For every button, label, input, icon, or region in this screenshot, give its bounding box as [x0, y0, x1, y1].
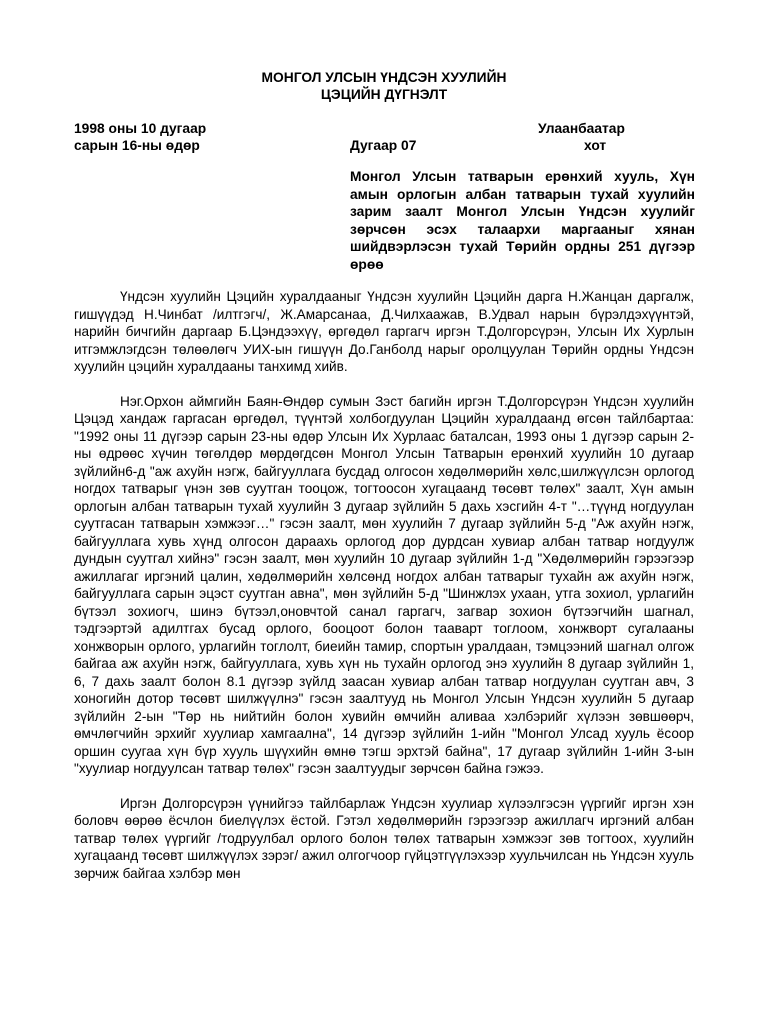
decision-place	[538, 120, 658, 154]
decision-date	[74, 120, 206, 154]
decision-subject: Монгол Улсын татварын ерөнхий хууль, Хүн амын орлогын албан татварын тухай хуулийн зарим заалт Монгол Улсын Үндсэн хуулийг зөрчсөн эсэх талаархи маргааныг хянан шийдвэрлэсэн тухай Төрийн ордны 251 дүгээр өрөө	[350, 169, 695, 272]
body-paragraph-1: Үндсэн хуулийн Цэцийн хуралдааныг Үндсэн хуулийн Цэцийн дарга Н.Жанцан даргалж, гишүүдэд Н.Чинбат /илтгэгч/, Ж.Амарсанаа, Д.Чилхаажав, В.Удвал нарын бүрэлдэхүүнтэй, нарийн бичгийн даргаар Б.Цэндээхүү, өргөдөл гаргагч иргэн Т.Долгорсүрэн, Улсын Их Хурлын итгэмжлэгдсэн төлөөлөгч УИХ-ын гишүүн До.Ганболд нарыг оролцуулан Төрийн ордны Үндсэн хуулийн цэцийн хуралдааны танхимд хийв.	[74, 289, 694, 374]
body-paragraph-3: Иргэн Долгорсүрэн үүнийгээ тайлбарлаж Үндсэн хуулиар хүлээлгэсэн үүргийг иргэн хэн боловч өөрөө ёсчлон биелүүлэх ёстой. Гэтэл хөдөлмөрийн гэрээгээр ажиллагч иргэний албан татвар төлөх үүргийг /тодруулбал орлого болон төлөх татварын хэмжээг зөв тогтоох, хуулийн хугацаанд төсөвт шилжүүлэх зэрэг/ ажил олгогчоор гүйцэтгүүлэхээр хуульчилсан нь Үндсэн хууль зөрчиж байгаа хэлбэр мөн	[74, 795, 694, 881]
document-title	[0, 69, 768, 103]
title-line-1: МОНГОЛ УЛСЫН ҮНДСЭН ХУУЛИЙН	[261, 70, 507, 85]
date-line-1: 1998 оны 10 дугаар	[74, 121, 207, 136]
date-line-2: сарын 16-ны өдөр	[74, 138, 200, 153]
title-line-2: ЦЭЦИЙН ДҮГНЭЛТ	[320, 87, 448, 102]
decision-number: Дугаар 07	[350, 138, 417, 153]
body-paragraph-2: Нэг.Орхон аймгийн Баян-Өндөр сумын Зэст багийн иргэн Т.Долгорсүрэн Үндсэн хуулийн Цэцэд хандаж гаргасан өргөдөл, түүнтэй холбогдуулан Цэцийн хуралдаанд өгсөн тайлбартаа: "1992 оны 11 дүгээр сарын 23-ны өдөр Улсын Их Хурлаас баталсан, 1993 оны 1 дүгээр сарын 2-ны өдрөөс хүчин төгөлдөр мөрдөгдсөн Монгол Улсын Татварын ерөнхий хуулийн 10 дугаар зүйлийн6-д "аж ахуйн нэгж, байгууллага бусдад олгосон хөдөлмөрийн хөлс,шилжүүлсэн орлогод ногдох татварыг үнэн зөв суутган тооцож, тогтоосон хугацаанд төсөвт төлөх" заалт, Хүн амын орлогын албан татварын тухай хуулийн 3 дугаар зүйлийн 5 дахь хэсгийн 4-т "…түүнд ногдуулан суутгасан татварын хэмжээг…" гэсэн заалт, мөн хуулийн 7 дугаар зүйлийн 5-д "Аж ахуйн нэгж, байгууллага хувь хүнд олгосон дараахь орлогод дор дурдсан хувиар албан татвар ногдуулж дундын суутгал хийнэ" гэсэн заалт, мөн хуулийн 10 дугаар зүйлийн 1-д "Хөдөлмөрийн гэрээгээр ажиллагаг иргэний цалин, хөдөлмөрийн хөлсөнд ногдох албан татварыг тухайн аж ахуйн нэгж, байгууллага сарын эцэст суутган авна", мөн зүйлийн 5-д "Шинжлэх ухаан, утга зохиол, урлагийн бүтээл зохиогч, шинэ бүтээл,оновчтой санал гаргагч, загвар зохион бүтээгчийн шагнал, тэдгээртэй адилтгах бусад орлого, бооцоот болон тааварт тоглоом, хонжворт сугалааны хонжворын орлого, урлагийн тоглолт, биеийн тамир, спортын уралдаан, тэмцээний шагнал олгож байгаа аж ахуйн нэгж, байгууллага, хувь хүн нь тухайн орлогод энэ хуулийн 8 дугаар зүйлийн 1, 6, 7 дахь заалт болон 8.1 дүгээр зүйлд заасан хувиар албан татвар ногдуулан суутган авч, 3 хоногийн дотор төсөвт шилжүүлнэ" гэсэн заалтууд нь Монгол Улсын Үндсэн хуулийн 5 дугаар зүйлийн 2-ын "Төр нь нийтийн болон хувийн өмчийн аливаа хэлбэрийг хүлээн зөвшөөрч, өмчлөгчийн эрхийг хуулиар хамгаална", 14 дүгээр зүйлийн 1-ийн "Монгол Улсад хууль ёсоор оршин суугаа хүн бүр хууль шүүхийн өмнө тэгш эрхтэй байна", 17 дугаар зүйлийн 1-ийн 3-ын "хуулиар ногдуулсан татвар төлөх" гэсэн заалтуудыг зөрчсөн байна гэжээ.	[74, 393, 694, 776]
city-line-2: хот	[584, 138, 607, 153]
document-body	[74, 288, 694, 899]
city-line-1: Улаанбаатар	[538, 121, 625, 136]
